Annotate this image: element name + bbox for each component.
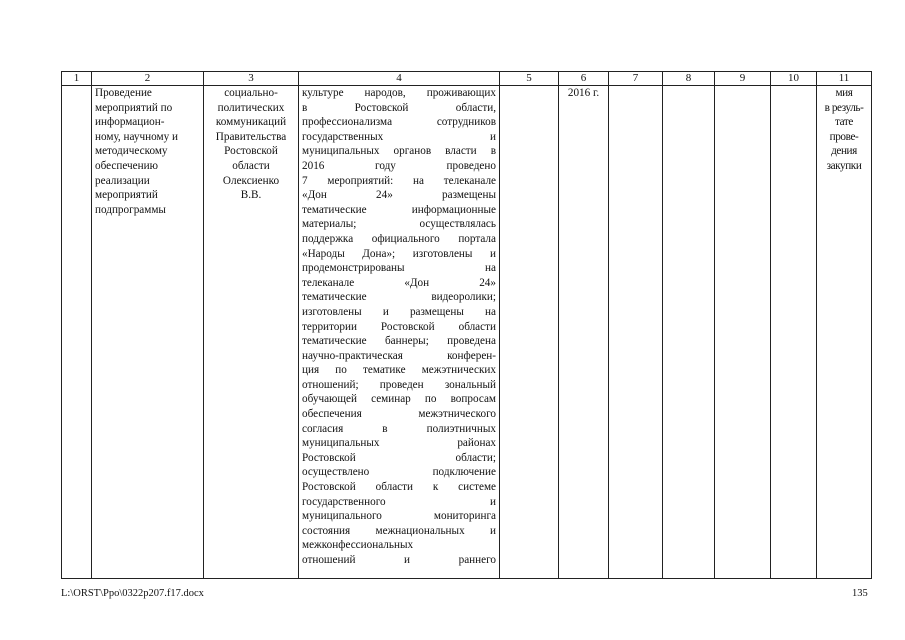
text-line: муниципальных районах bbox=[302, 437, 496, 450]
text-line: Правительства bbox=[215, 130, 287, 143]
text-line: изготовлены и размещены на bbox=[302, 305, 496, 318]
text-line: межконфессиональных bbox=[302, 539, 414, 552]
text-line: мия bbox=[835, 87, 853, 99]
program-table bbox=[61, 71, 872, 579]
col-num-1: 1 bbox=[62, 72, 92, 86]
col-num-6: 6 bbox=[559, 72, 609, 86]
page-number: 135 bbox=[852, 588, 868, 599]
text-line: муниципального мониторинга bbox=[302, 510, 496, 523]
text-line: «Дон 24» размещены bbox=[302, 189, 496, 202]
text-line: осуществлено подключение bbox=[302, 466, 496, 479]
text-line: обеспечению bbox=[95, 159, 158, 172]
text-line: согласия в полиэтничных bbox=[302, 422, 496, 435]
text-line: информацион- bbox=[95, 116, 165, 129]
text-line: подпрограммы bbox=[95, 203, 166, 216]
responsible-cell bbox=[204, 86, 299, 579]
cell-col9 bbox=[715, 86, 771, 579]
note-cell bbox=[817, 86, 872, 579]
col-num-5: 5 bbox=[500, 72, 559, 86]
col-num-4: 4 bbox=[299, 72, 500, 86]
text-line: дения bbox=[831, 145, 857, 158]
col-num-10: 10 bbox=[771, 72, 817, 86]
text-line: культуре народов, проживающих bbox=[302, 87, 496, 99]
text-line: прове- bbox=[829, 130, 859, 143]
text-line: государственных и bbox=[302, 130, 496, 143]
text-line: Ростовской bbox=[224, 145, 278, 158]
col-num-3: 3 bbox=[204, 72, 299, 86]
text-line: тематические видеоролики; bbox=[302, 291, 496, 304]
event-name-cell bbox=[92, 86, 204, 579]
text-line: телеканале «Дон 24» bbox=[302, 276, 496, 289]
table-row bbox=[62, 86, 872, 579]
text-line: профессионализма сотрудников bbox=[302, 116, 496, 129]
text-line: тематические баннеры; проведена bbox=[302, 335, 496, 348]
cell-col8 bbox=[663, 86, 715, 579]
text-line: тематические информационные bbox=[302, 203, 496, 216]
text-line: поддержка официального портала bbox=[302, 232, 496, 245]
footer-file-path: L:\ORST\Ppo\0322p207.f17.docx bbox=[61, 588, 204, 599]
text-line: Проведение bbox=[95, 87, 152, 99]
year-cell: 2016 г. bbox=[559, 86, 609, 579]
cell-col7 bbox=[609, 86, 663, 579]
text-line: коммуникаций bbox=[215, 116, 287, 129]
text-line: социально- bbox=[224, 87, 278, 99]
text-line: 7 мероприятий: на телеканале bbox=[302, 174, 496, 187]
text-line: закупки bbox=[826, 159, 862, 172]
text-line: в Ростовской области, bbox=[302, 101, 496, 114]
text-line: отношений; проведен зональный bbox=[302, 378, 496, 391]
col-num-7: 7 bbox=[609, 72, 663, 86]
text-line: политических bbox=[217, 101, 285, 114]
text-line: реализации bbox=[95, 174, 150, 187]
text-line: обеспечения межэтнического bbox=[302, 408, 496, 421]
text-line: области bbox=[232, 159, 270, 172]
text-line: обучающей семинар по вопросам bbox=[302, 393, 496, 406]
text-line: отношений и раннего bbox=[302, 554, 496, 566]
text-line: территории Ростовской области bbox=[302, 320, 496, 333]
text-line: 2016 году проведено bbox=[302, 159, 496, 172]
text-line: «Народы Дона»; изготовлены и bbox=[302, 247, 496, 260]
text-line: мероприятий по bbox=[95, 101, 173, 114]
text-line: материалы; осуществлялась bbox=[302, 218, 496, 231]
text-line: методическому bbox=[95, 145, 168, 158]
result-description-cell bbox=[299, 86, 500, 579]
cell-col10 bbox=[771, 86, 817, 579]
col-num-2: 2 bbox=[92, 72, 204, 86]
column-number-row bbox=[62, 72, 872, 86]
text-line: состояния межнациональных и bbox=[302, 524, 496, 537]
cell-col1 bbox=[62, 86, 92, 579]
cell-col5 bbox=[500, 86, 559, 579]
text-line: В.В. bbox=[240, 189, 262, 202]
text-line: в резуль- bbox=[824, 101, 864, 114]
text-line: Ростовской области; bbox=[302, 451, 496, 464]
text-line: мероприятий bbox=[95, 189, 158, 202]
col-num-9: 9 bbox=[715, 72, 771, 86]
text-line: муниципальных органов власти в bbox=[302, 145, 496, 158]
text-line: научно-практическая конферен- bbox=[302, 349, 496, 362]
col-num-8: 8 bbox=[663, 72, 715, 86]
text-line: ция по тематике межэтнических bbox=[302, 364, 496, 377]
text-line: продемонстрированы на bbox=[302, 262, 496, 275]
text-line: государственного и bbox=[302, 495, 496, 508]
text-line: Ростовской области к системе bbox=[302, 481, 496, 494]
col-num-11: 11 bbox=[817, 72, 872, 86]
text-line: ному, научному и bbox=[95, 130, 178, 143]
text-line: тате bbox=[835, 116, 853, 129]
text-line: Олексиенко bbox=[222, 174, 280, 187]
